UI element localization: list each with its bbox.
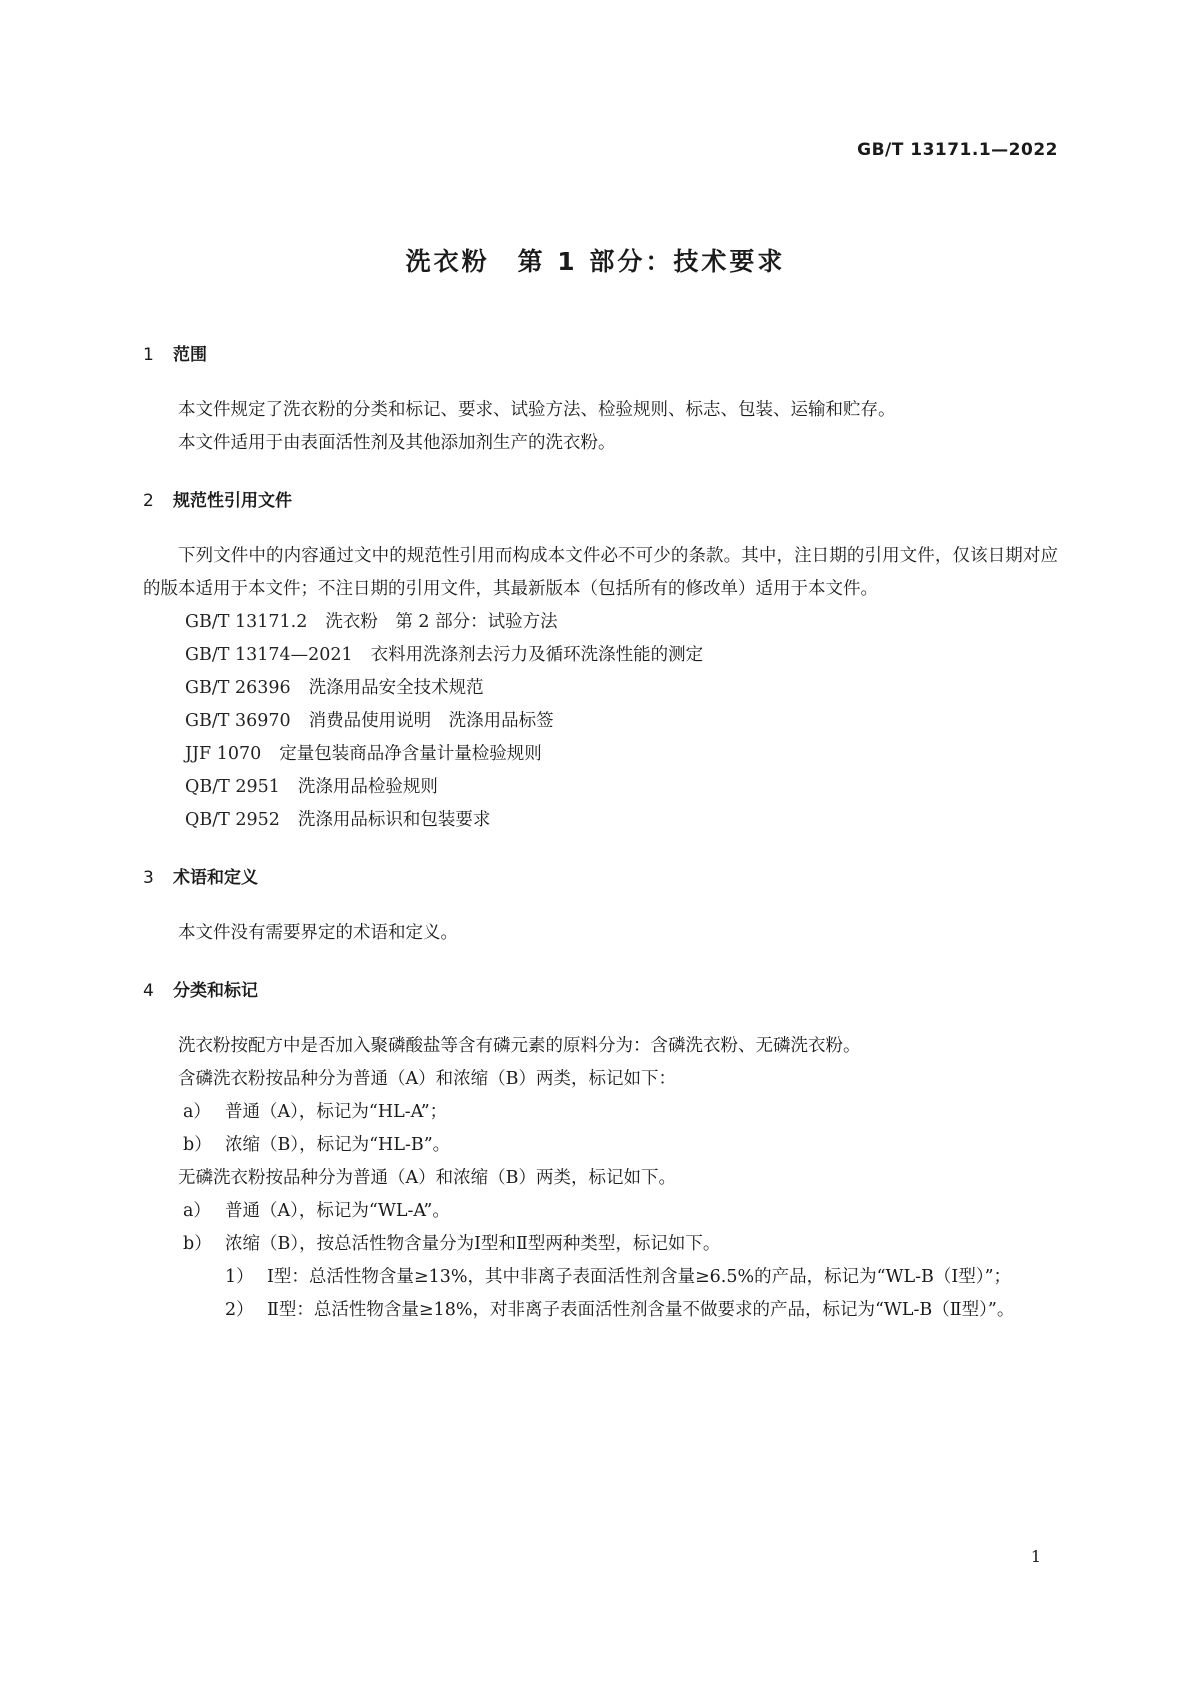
list-item: [143, 1129, 1058, 1162]
reference-item: [143, 705, 1058, 738]
paragraph: 无磷洗衣粉按品种分为普通（A）和浓缩（B）两类，标记如下。: [178, 1168, 676, 1188]
reference-item: [143, 606, 1058, 639]
reference-title: 洗涤用品安全技术规范: [308, 678, 484, 698]
sub-list-text: Ⅰ型：总活性物含量≥13%，其中非离子表面活性剂含量≥6.5%的产品，标记为“WL-B（Ⅰ型）”；: [267, 1267, 1012, 1287]
page-number: 1: [1030, 1547, 1041, 1566]
sub-list-label: 2）: [225, 1300, 254, 1320]
section-3-heading: [143, 863, 1058, 893]
list-text: 浓缩（B），按总活性物含量分为Ⅰ型和Ⅱ型两种类型，标记如下。: [225, 1234, 721, 1254]
section-number: 1: [143, 345, 154, 365]
reference-title: 洗涤用品检验规则: [297, 777, 438, 797]
reference-title: 定量包装商品净含量计量检验规则: [279, 744, 542, 764]
reference-item: [143, 771, 1058, 804]
reference-code: GB/T 26396: [185, 678, 291, 698]
section-title: 术语和定义: [173, 868, 258, 888]
list-item: [143, 1195, 1058, 1228]
section-number: 2: [143, 491, 154, 511]
paragraph: 本文件适用于由表面活性剂及其他添加剂生产的洗衣粉。: [178, 433, 616, 453]
reference-code: JJF 1070: [185, 744, 262, 764]
list-text: 普通（A），标记为“WL-A”。: [225, 1201, 450, 1221]
reference-item: [143, 639, 1058, 672]
document-title: 洗衣粉 第 1 部分：技术要求: [405, 247, 786, 276]
reference-item: [143, 804, 1058, 837]
paragraph: 洗衣粉按配方中是否加入聚磷酸盐等含有磷元素的原料分为：含磷洗衣粉、无磷洗衣粉。: [178, 1036, 861, 1056]
list-label: b）: [183, 1135, 212, 1155]
list-item: [143, 1228, 1058, 1261]
section-4-heading: [143, 976, 1058, 1006]
section-title: 范围: [173, 345, 207, 365]
reference-title: 衣料用洗涤剂去污力及循环洗涤性能的测定: [370, 645, 704, 665]
list-item: [143, 1096, 1058, 1129]
section-2-heading: [143, 486, 1058, 516]
reference-title: 洗衣粉 第 2 部分：试验方法: [325, 612, 558, 632]
section-number: 4: [143, 981, 154, 1001]
reference-code: QB/T 2951: [185, 777, 280, 797]
reference-title: 洗涤用品标识和包装要求: [297, 810, 491, 830]
list-label: b）: [183, 1234, 212, 1254]
section-number: 3: [143, 868, 154, 888]
section-1-heading: [143, 340, 1058, 370]
sub-list-item: [143, 1294, 1058, 1327]
document-body: [143, 340, 1058, 1327]
paragraph: 本文件没有需要界定的术语和定义。: [178, 923, 458, 943]
list-text: 浓缩（B），标记为“HL-B”。: [225, 1135, 451, 1155]
section-title: 规范性引用文件: [173, 491, 292, 511]
sub-list-label: 1）: [225, 1267, 254, 1287]
paragraph: 下列文件中的内容通过文中的规范性引用而构成本文件必不可少的条款。其中，注日期的引用文件，仅该日期对应的版本适用于本文件；不注日期的引用文件，其最新版本（包括所有的修改单）适用于本文件。: [143, 546, 1058, 599]
reference-item: [143, 738, 1058, 771]
reference-title: 消费品使用说明 洗涤用品标签: [308, 711, 554, 731]
reference-code: GB/T 13174—2021: [185, 645, 353, 665]
paragraph: 含磷洗衣粉按品种分为普通（A）和浓缩（B）两类，标记如下：: [178, 1069, 676, 1089]
reference-code: GB/T 36970: [185, 711, 291, 731]
sub-list-item: [143, 1261, 1058, 1294]
list-label: a）: [183, 1201, 211, 1221]
paragraph: 本文件规定了洗衣粉的分类和标记、要求、试验方法、检验规则、标志、包装、运输和贮存。: [178, 400, 896, 420]
list-text: 普通（A），标记为“HL-A”；: [225, 1102, 448, 1122]
standard-number: GB/T 13171.1—2022: [857, 140, 1058, 160]
reference-code: GB/T 13171.2: [185, 612, 308, 632]
reference-item: [143, 672, 1058, 705]
section-title: 分类和标记: [173, 981, 258, 1001]
sub-list-text: Ⅱ型：总活性物含量≥18%，对非离子表面活性剂含量不做要求的产品，标记为“WL-B（Ⅱ型）”。: [267, 1300, 1015, 1320]
list-label: a）: [183, 1102, 211, 1122]
reference-code: QB/T 2952: [185, 810, 280, 830]
